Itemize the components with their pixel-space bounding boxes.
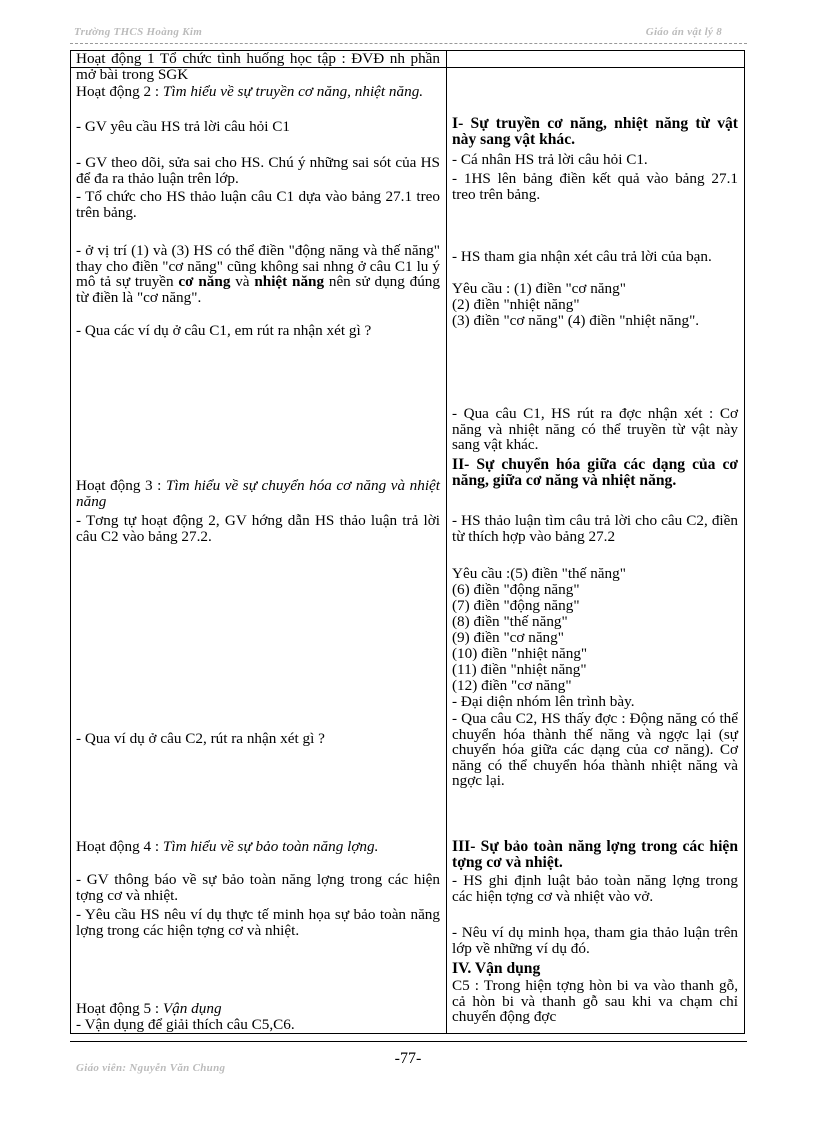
note-text: và xyxy=(230,273,255,291)
teacher-step-conservation: - GV thông báo về sự bảo toàn năng lợng trong các hiện tợng cơ và nhiệt. xyxy=(76,871,440,904)
section-4-heading: IV. Vận dụng xyxy=(452,960,541,977)
activity-2-title: Tìm hiểu về sự truyền cơ năng, nhiệt năng. xyxy=(162,83,424,100)
teacher-question-c1: - Qua các ví dụ ở câu C1, em rút ra nhận xét gì ? xyxy=(76,322,372,339)
requirement-2: (2) điền "nhiệt năng" xyxy=(452,296,580,313)
activity-4-heading xyxy=(76,839,440,855)
activity-3-label: Hoạt động 3 : xyxy=(76,477,166,494)
teacher-step-apply: - Vận dụng để giải thích câu C5,C6. xyxy=(76,1016,295,1033)
activity-1-text: Hoạt động 1 Tổ chức tình huống học tập : ĐVĐ nh phần mở bài trong SGK xyxy=(76,51,440,83)
teacher-step-correct: - GV theo dõi, sửa sai cho HS. Chú ý những sai sót của HS để đa ra thảo luận trên lớp. xyxy=(76,154,440,187)
note-text: - ở vị trí (1) và (3) HS có thể điền "động năng và thế năng" thay cho điền "cơ năng" cũng không sai nhng ở câu C1 lu ý mô tả sự truyền xyxy=(76,242,440,291)
footer-teacher: Giáo viên: Nguyễn Văn Chung xyxy=(76,1062,226,1074)
requirement-1: Yêu cầu : (1) điền "cơ năng" xyxy=(452,280,626,297)
requirement-8: (8) điền "thế năng" xyxy=(452,613,568,630)
section-2-heading: II- Sự chuyển hóa giữa các dạng của cơ năng, giữa cơ năng và nhiệt năng. xyxy=(452,456,738,489)
requirement-3-4: (3) điền "cơ năng" (4) điền "nhiệt năng". xyxy=(452,312,700,329)
teacher-step-c1: - GV yêu cầu HS trả lời câu hỏi C1 xyxy=(76,118,291,135)
group-present: - Đại diện nhóm lên trình bày. xyxy=(452,693,635,710)
lesson-table xyxy=(70,50,745,1034)
note-bold-term: nhiệt năng xyxy=(254,273,325,291)
activity-5-heading xyxy=(76,1001,440,1017)
note-text: nên sử dụng đúng từ điền là "cơ năng". xyxy=(76,273,440,306)
section-1-heading: I- Sự truyền cơ năng, nhiệt năng từ vật này sang vật khác. xyxy=(452,115,738,148)
student-answer-c5: C5 : Trong hiện tợng hòn bi va vào thanh gỗ, cả hòn bi và thanh gỗ sau khi va chạm chỉ chuyển động đợc xyxy=(452,977,738,1026)
requirement-7: (7) điền "động năng" xyxy=(452,597,580,614)
activity-2-heading xyxy=(76,84,440,100)
teacher-step-examples: - Yêu cầu HS nêu ví dụ thực tế minh họa sự bảo toàn năng lợng trong các hiện tợng cơ và nhiệt. xyxy=(76,906,440,939)
teacher-activities-column xyxy=(71,51,447,1033)
requirement-10: (10) điền "nhiệt năng" xyxy=(452,645,588,662)
teacher-step-discuss: - Tổ chức cho HS thảo luận câu C1 dựa vào bảng 27.1 treo trên bảng. xyxy=(76,188,440,221)
activity-5-label: Hoạt động 5 : xyxy=(76,1000,163,1017)
student-discuss-c2: - HS thảo luận tìm câu trả lời cho câu C2, điền từ thích hợp vào bảng 27.2 xyxy=(452,512,738,545)
activity-2-label: Hoạt động 2 : xyxy=(76,83,163,100)
student-answer-c1: - Cá nhân HS trả lời câu hỏi C1. xyxy=(452,151,648,168)
header-school: Trường THCS Hoàng Kim xyxy=(74,26,203,38)
requirement-5: Yêu cầu :(5) điền "thế năng" xyxy=(452,565,626,582)
teacher-step-c2: - Tơng tự hoạt động 2, GV hớng dẫn HS thảo luận trả lời câu C2 vào bảng 27.2. xyxy=(76,512,440,545)
activity-4-title: Tìm hiểu về sự bảo toàn năng lợng. xyxy=(162,838,379,855)
teacher-note-c1 xyxy=(76,243,440,305)
header-rule xyxy=(70,43,747,44)
activity-5-title: Vận dụng xyxy=(162,1000,222,1017)
requirement-12: (12) điền "cơ năng" xyxy=(452,677,572,694)
requirement-11: (11) điền "nhiệt năng" xyxy=(452,661,587,678)
page-number: -77- xyxy=(394,1050,422,1067)
student-review: - HS tham gia nhận xét câu trả lời của bạn. xyxy=(452,248,712,265)
student-record-law: - HS ghi định luật bảo toàn năng lợng trong các hiện tợng cơ và nhiệt vào vở. xyxy=(452,872,738,905)
activity-4-label: Hoạt động 4 : xyxy=(76,838,163,855)
note-bold-term: cơ năng xyxy=(178,273,231,291)
requirement-6: (6) điền "động năng" xyxy=(452,581,580,598)
footer-rule xyxy=(70,1041,747,1042)
requirement-9: (9) điền "cơ năng" xyxy=(452,629,564,646)
teacher-question-c2: - Qua ví dụ ở câu C2, rút ra nhận xét gì ? xyxy=(76,730,325,747)
header-subject: Giáo án vật lý 8 xyxy=(645,26,722,38)
student-conclusion-c1: - Qua câu C1, HS rút ra đợc nhận xét : Cơ năng và nhiệt năng có thể truyền từ vật này sang vật khác. xyxy=(452,405,738,454)
activity-3-heading xyxy=(76,478,440,509)
activity-3-title: Tìm hiểu về sự chuyển hóa cơ năng và nhiệt năng xyxy=(76,477,440,510)
section-3-heading: III- Sự bảo toàn năng lợng trong các hiện tợng cơ và nhiệt. xyxy=(452,838,738,871)
student-activities-column xyxy=(447,51,744,1033)
student-examples: - Nêu ví dụ minh họa, tham gia thảo luận trên lớp về những ví dụ đó. xyxy=(452,924,738,957)
student-conclusion-c2: - Qua câu C2, HS thấy đợc : Động năng có thể chuyển hóa thành thế năng và ngợc lại (sự chuyển hóa giữa các dạng của cơ năng). Cơ năng có thể chuyển hóa thành nhiệt năng và ngợc lại. xyxy=(452,710,738,790)
student-fill-table-27-1: - 1HS lên bảng điền kết quả vào bảng 27.1 treo trên bảng. xyxy=(452,170,738,203)
